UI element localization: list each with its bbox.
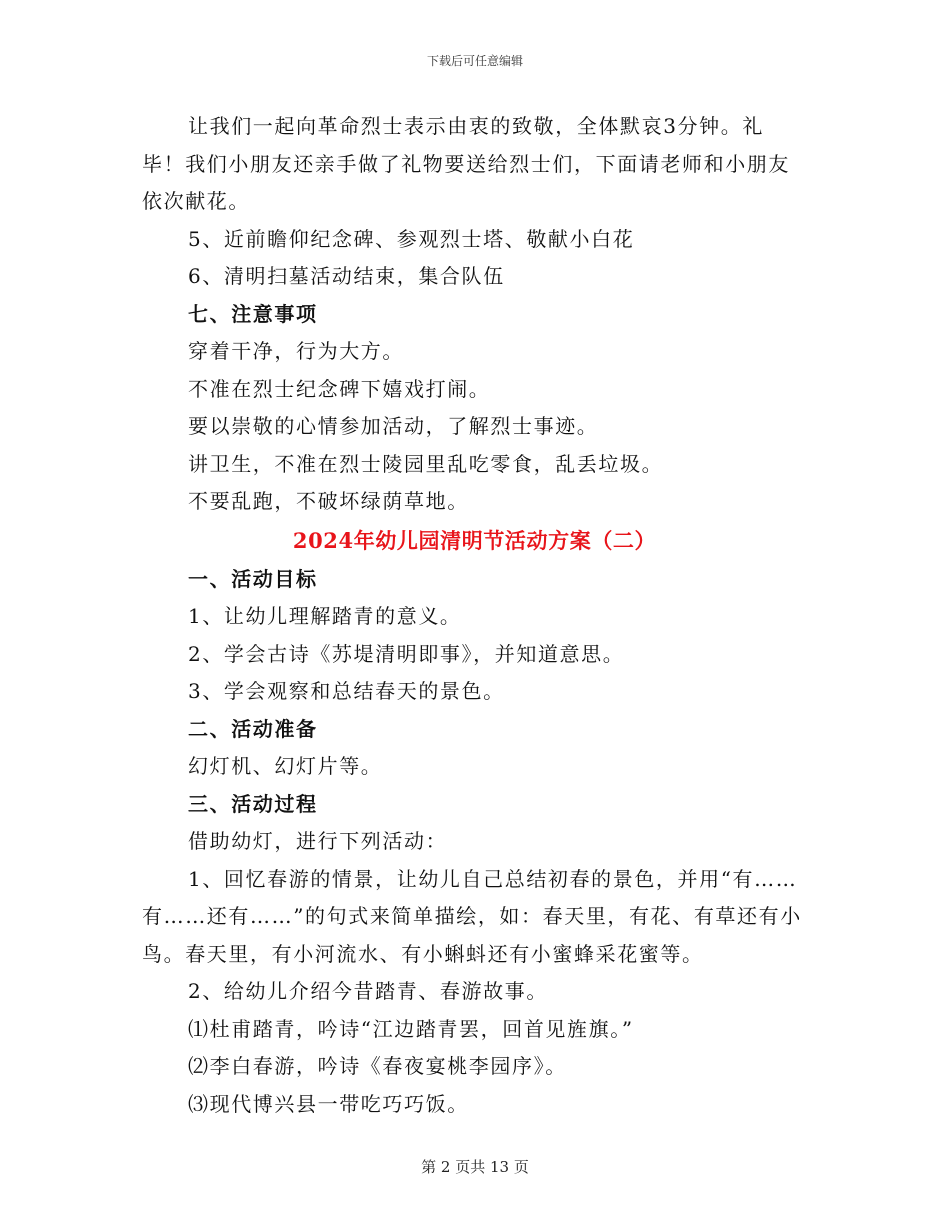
note-item: 不要乱跑，不破坏绿荫草地。 xyxy=(188,489,469,513)
section-heading-process: 三、活动过程 xyxy=(188,791,318,816)
goal-item: 2、学会古诗《苏堤清明即事》，并知道意思。 xyxy=(188,641,625,666)
section-heading-preparation: 二、活动准备 xyxy=(188,716,318,741)
process-step-2: 2、给幼儿介绍今昔踏青、春游故事。 xyxy=(188,979,548,1003)
story-item: ⑴杜甫踏青，吟诗“江边踏青罢，回首见旌旗。” xyxy=(188,1016,634,1041)
note-item: 穿着干净，行为大方。 xyxy=(188,339,404,363)
paragraph-tribute: 让我们一起向革命烈士表示由衷的致敬，全体默哀3分钟。礼毕！我们小朋友还亲手做了礼物要送给烈士们，下面请老师和小朋友依次献花。 xyxy=(142,114,790,213)
document-body xyxy=(142,108,807,1123)
process-intro: 借助幼灯，进行下列活动： xyxy=(188,829,448,853)
story-item: ⑶现代博兴县一带吃巧巧饭。 xyxy=(188,1091,469,1116)
note-item: 不准在烈士纪念碑下嬉戏打闹。 xyxy=(188,376,491,401)
section-heading-goals: 一、活动目标 xyxy=(188,566,318,591)
story-item: ⑵李白春游，吟诗《春夜宴桃李园序》。 xyxy=(188,1054,567,1078)
goal-item: 1、让幼儿理解踏青的意义。 xyxy=(188,604,462,628)
page-footer: 第 2 页共 13 页 xyxy=(421,1158,529,1176)
goal-item: 3、学会观察和总结春天的景色。 xyxy=(188,679,505,703)
step-5: 5、近前瞻仰纪念碑、参观烈士塔、敬献小白花 xyxy=(188,226,635,251)
process-step-1: 1、回忆春游的情景，让幼儿自己总结初春的景色，并用“有……有……还有……”的句式来简单描绘，如：春天里，有花、有草还有小鸟。春天里，有小河流水、有小蝌蚪还有小蜜蜂采花蜜等。 xyxy=(142,866,802,966)
step-6: 6、清明扫墓活动结束，集合队伍 xyxy=(188,264,505,288)
page-header: 下载后可任意编辑 xyxy=(426,54,523,68)
section-heading-notes: 七、注意事项 xyxy=(188,301,318,326)
note-item: 要以崇敬的心情参加活动，了解烈士事迹。 xyxy=(188,414,599,438)
note-item: 讲卫生，不准在烈士陵园里乱吃零食，乱丢垃圾。 xyxy=(188,451,664,476)
document-title: 2024年幼儿园清明节活动方案（二） xyxy=(292,527,657,553)
preparation-text: 幻灯机、幻灯片等。 xyxy=(188,754,383,778)
